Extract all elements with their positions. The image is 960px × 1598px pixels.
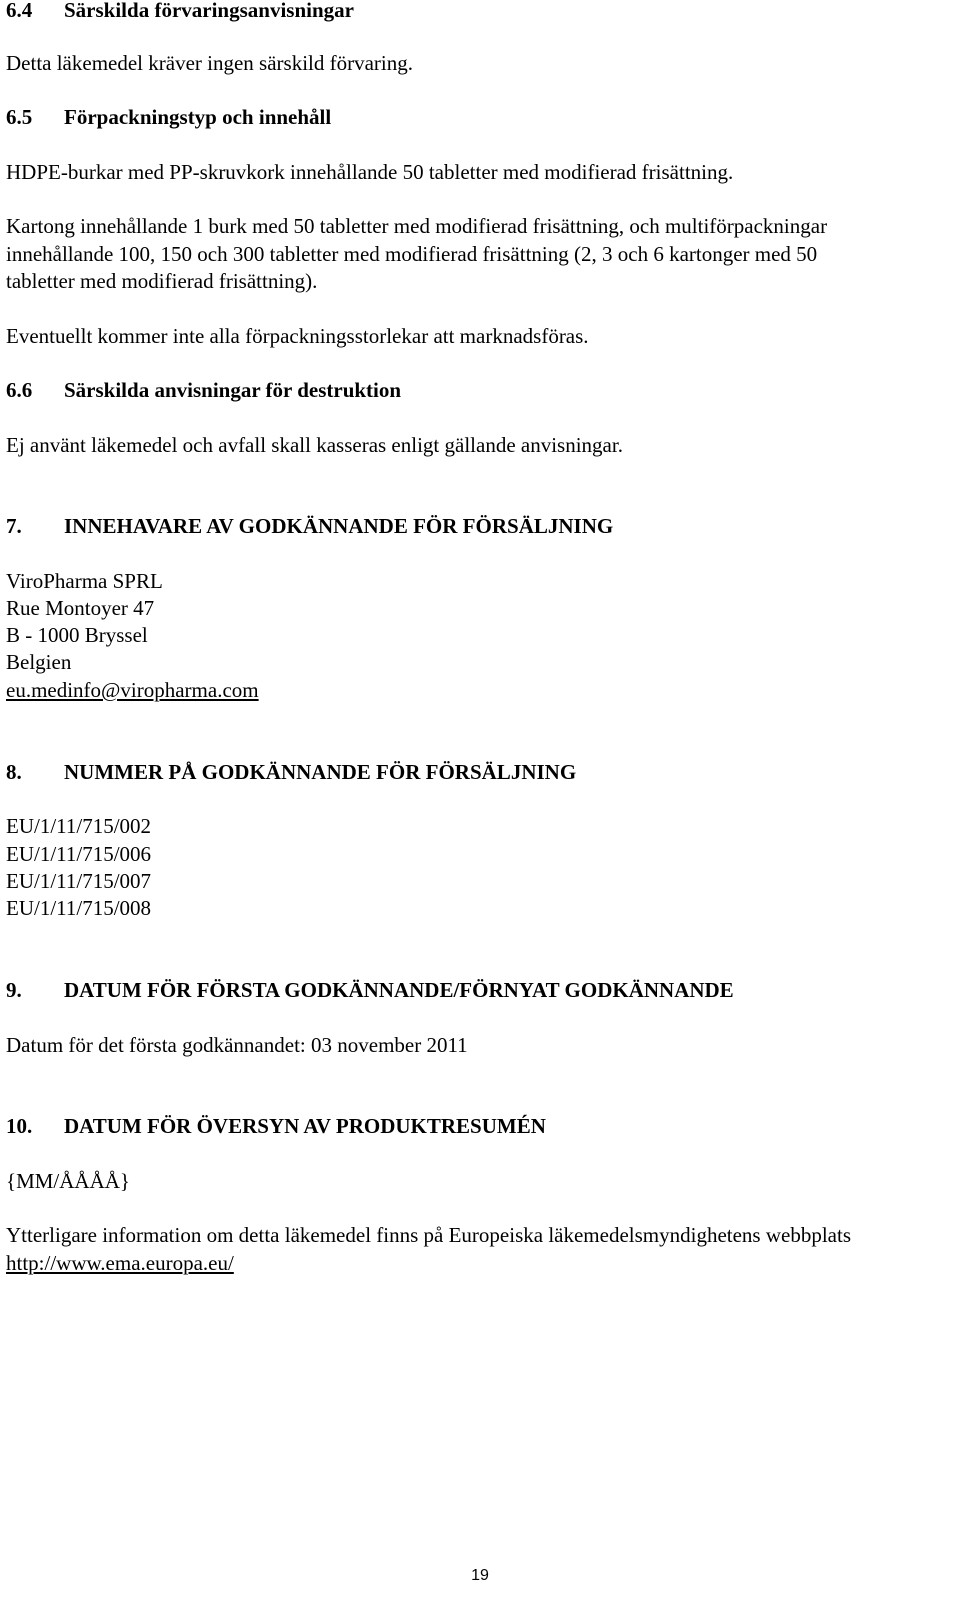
additional-information: Ytterligare information om detta läkemedel finns på Europeiska läkemedelsmyndighetens webbplats [6,1223,851,1247]
section-title: Särskilda förvaringsanvisningar [64,0,354,22]
address-line-city: B - 1000 Bryssel [6,623,148,647]
section-title: DATUM FÖR FÖRSTA GODKÄNNANDE/FÖRNYAT GODKÄNNANDE [64,978,734,1002]
section-title: DATUM FÖR ÖVERSYN AV PRODUKTRESUMÉN [64,1114,546,1138]
revision-date: {MM/ÅÅÅÅ} [6,1169,131,1193]
page-number: 19 [471,1567,489,1584]
authorisation-number: EU/1/11/715/007 [6,869,152,893]
section-6-5-paragraph-2-line-3: tabletter med modifierad frisättning). [6,269,318,293]
section-title: INNEHAVARE AV GODKÄNNANDE FÖR FÖRSÄLJNING [64,514,614,538]
section-6-4-heading [6,0,354,24]
section-7-heading [6,512,613,540]
section-6-5-paragraph-2-line-1: Kartong innehållande 1 burk med 50 tabletter med modifierad frisättning, och multiförpackningar [6,214,828,238]
address-line-company: ViroPharma SPRL [6,569,163,593]
section-number: 7. [6,514,22,538]
section-number: 6.5 [6,105,33,129]
section-title: Särskilda anvisningar för destruktion [64,378,402,402]
section-number: 8. [6,760,22,784]
section-6-5-paragraph-2-line-2: innehållande 100, 150 och 300 tabletter med modifierad frisättning (2, 3 och 6 kartonger med 50 [6,242,818,266]
section-8-heading [6,758,576,786]
section-number: 6.4 [6,0,33,22]
section-number: 6.6 [6,378,33,402]
section-title: NUMMER PÅ GODKÄNNANDE FÖR FÖRSÄLJNING [64,760,577,784]
section-9-text: Datum för det första godkännandet: 03 november 2011 [6,1033,468,1057]
section-number: 9. [6,978,22,1002]
authorisation-number: EU/1/11/715/006 [6,842,152,866]
section-6-5-paragraph-1: HDPE-burkar med PP-skruvkork innehållande 50 tabletter med modifierad frisättning. [6,160,734,184]
section-9-heading [6,976,734,1004]
authorisation-number: EU/1/11/715/008 [6,896,152,920]
ema-website-link[interactable]: http://www.ema.europa.eu/ [6,1251,234,1275]
section-6-4-text: Detta läkemedel kräver ingen särskild förvaring. [6,51,414,75]
authorisation-number: EU/1/11/715/002 [6,814,152,838]
email-link[interactable]: eu.medinfo@viropharma.com [6,678,259,702]
section-6-5-paragraph-3: Eventuellt kommer inte alla förpackningsstorlekar att marknadsföras. [6,324,589,348]
section-10-heading [6,1112,546,1140]
section-title: Förpackningstyp och innehåll [64,105,332,129]
section-6-6-text: Ej använt läkemedel och avfall skall kasseras enligt gällande anvisningar. [6,433,623,457]
section-6-5-heading [6,103,331,131]
address-line-street: Rue Montoyer 47 [6,596,155,620]
section-6-6-heading [6,376,401,404]
section-number: 10. [6,1114,33,1138]
address-line-country: Belgien [6,650,72,674]
